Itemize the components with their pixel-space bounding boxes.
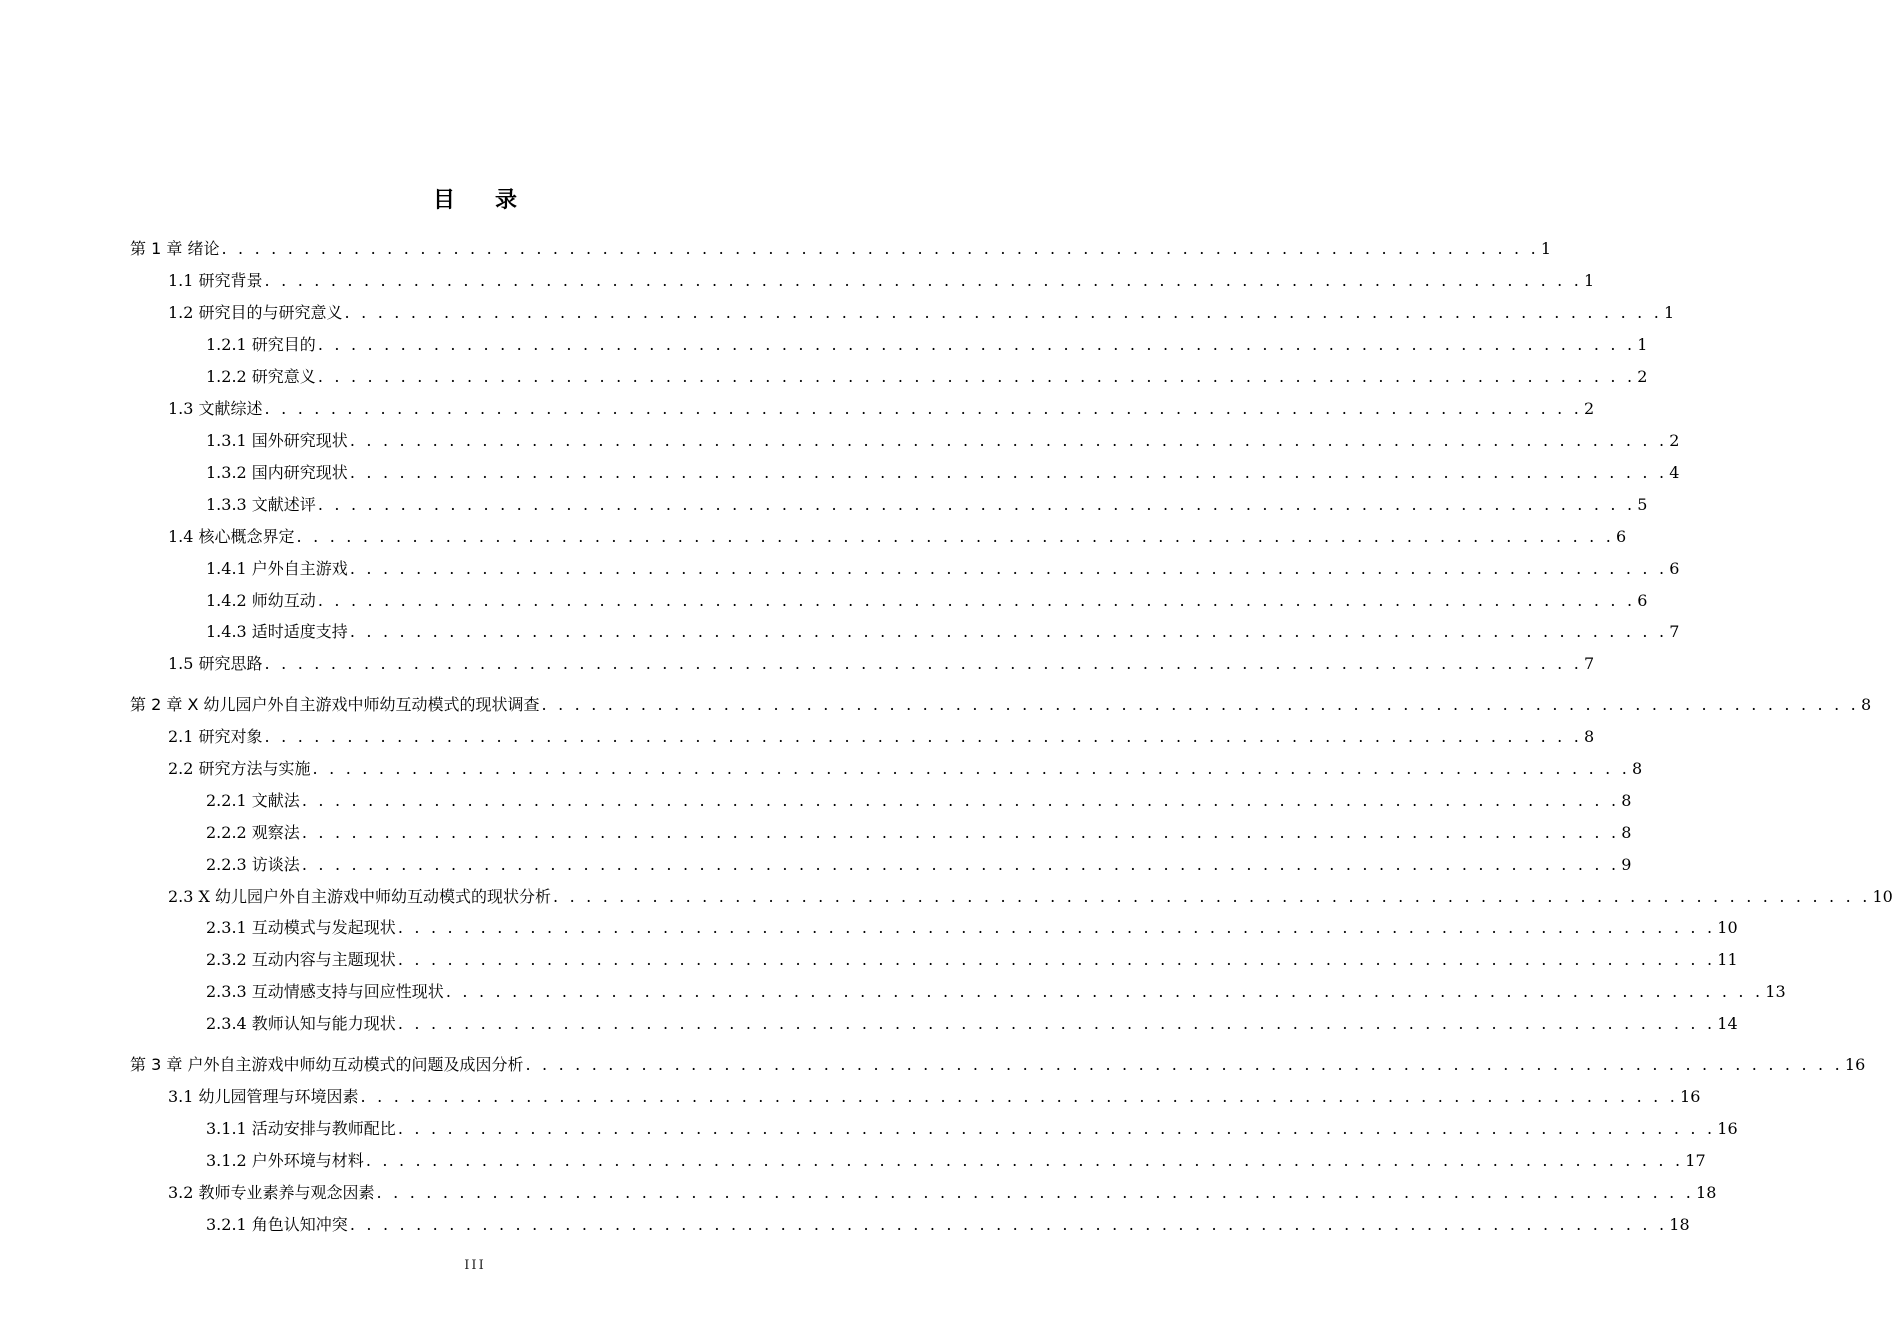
- toc-entry-title: 3.1.2 户外环境与材料: [206, 1150, 364, 1170]
- toc-entry[interactable]: [206, 333, 1648, 357]
- toc-entry[interactable]: [206, 461, 1680, 485]
- toc-entry[interactable]: [206, 589, 1648, 613]
- toc-entry[interactable]: [130, 693, 1872, 717]
- dot-leader: . . . . . . . . . . . . . . . . . . . . . . . . . . . . . . . . . . . . . . . . . . . . . . . . . . . . . . . . . . . . . . . . . . . . . . . . . . . . . . . .: [541, 694, 1859, 714]
- dot-leader: . . . . . . . . . . . . . . . . . . . . . . . . . . . . . . . . . . . . . . . . . . . . . . . . . . . . . . . . . . . . . . . . . . . . . . . . . . . . . . . .: [349, 462, 1668, 482]
- toc-entry-title: 1.3.3 文献述评: [206, 494, 316, 514]
- toc-entry-title: 3.1 幼儿园管理与环境因素: [168, 1086, 359, 1106]
- toc-entry-page: 18: [1696, 1182, 1717, 1202]
- toc-entry-title: 1.5 研究思路: [168, 654, 263, 674]
- dot-leader: . . . . . . . . . . . . . . . . . . . . . . . . . . . . . . . . . . . . . . . . . . . . . . . . . . . . . . . . . . . . . . . . . . . . . . . . . . . . . . . .: [317, 334, 1636, 354]
- toc-entry[interactable]: [206, 980, 1786, 1004]
- dot-leader: . . . . . . . . . . . . . . . . . . . . . . . . . . . . . . . . . . . . . . . . . . . . . . . . . . . . . . . . . . . . . . . . . . . . . . . . . . . . . . . .: [397, 918, 1716, 938]
- toc-entry-title: 第 3 章 户外自主游戏中师幼互动模式的问题及成因分析: [130, 1054, 524, 1074]
- toc-entry-page: 16: [1844, 1054, 1866, 1074]
- toc-entry-title: 1.2.1 研究目的: [206, 334, 316, 354]
- dot-leader: . . . . . . . . . . . . . . . . . . . . . . . . . . . . . . . . . . . . . . . . . . . . . . . . . . . . . . . . . . . . . . . . . . . . . . . . . . . . . . . .: [349, 622, 1668, 642]
- toc-entry[interactable]: [206, 1213, 1690, 1237]
- toc-entry-page: 9: [1621, 854, 1632, 874]
- dot-leader: . . . . . . . . . . . . . . . . . . . . . . . . . . . . . . . . . . . . . . . . . . . . . . . . . . . . . . . . . . . . . . . . . . . . . . . . . . . . . . . .: [301, 790, 1620, 810]
- toc-entry-title: 2.3.1 互动模式与发起现状: [206, 918, 396, 938]
- toc-entry-title: 2.3.3 互动情感支持与回应性现状: [206, 982, 444, 1002]
- toc-entry-title: 3.1.1 活动安排与教师配比: [206, 1118, 396, 1138]
- toc-entry-page: 1: [1584, 270, 1595, 290]
- dot-leader: . . . . . . . . . . . . . . . . . . . . . . . . . . . . . . . . . . . . . . . . . . . . . . . . . . . . . . . . . . . . . . . . . . . . . . . . . . . . . . . .: [360, 1086, 1679, 1106]
- dot-leader: . . . . . . . . . . . . . . . . . . . . . . . . . . . . . . . . . . . . . . . . . . . . . . . . . . . . . . . . . . . . . . . . . . . . . . . . . . . . . . . .: [397, 950, 1716, 970]
- dot-leader: . . . . . . . . . . . . . . . . . . . . . . . . . . . . . . . . . . . . . . . . . . . . . . . . . . . . . . . . . . . . . . . . . . . . . . . . . . . . . . . .: [264, 398, 1583, 418]
- toc-entry[interactable]: [168, 1181, 1717, 1205]
- toc-entry[interactable]: [206, 557, 1680, 581]
- toc-entry-page: 10: [1872, 886, 1893, 906]
- toc-entry[interactable]: [168, 301, 1675, 325]
- toc-entry-title: 2.1 研究对象: [168, 726, 263, 746]
- dot-leader: . . . . . . . . . . . . . . . . . . . . . . . . . . . . . . . . . . . . . . . . . . . . . . . . . . . . . . . . . . . . . . . . . . . . . . . . . . . . . . . .: [376, 1182, 1695, 1202]
- dot-leader: . . . . . . . . . . . . . . . . . . . . . . . . . . . . . . . . . . . . . . . . . . . . . . . . . . . . . . . . . . . . . . . . . . . . . . . . . . . . . . . .: [221, 239, 1539, 258]
- toc-entry-page: 1: [1637, 334, 1648, 354]
- toc-entry-page: 4: [1669, 462, 1680, 482]
- toc-entry[interactable]: [168, 757, 1643, 781]
- toc-entry[interactable]: [206, 1012, 1738, 1036]
- toc-entry[interactable]: [168, 525, 1627, 549]
- toc-entry-page: 16: [1680, 1086, 1701, 1106]
- dot-leader: . . . . . . . . . . . . . . . . . . . . . . . . . . . . . . . . . . . . . . . . . . . . . . . . . . . . . . . . . . . . . . . . . . . . . . . . . . . . . . . .: [317, 366, 1636, 386]
- toc-entry-title: 1.4.2 师幼互动: [206, 590, 316, 610]
- toc-entry-title: 1.3 文献综述: [168, 398, 263, 418]
- dot-leader: . . . . . . . . . . . . . . . . . . . . . . . . . . . . . . . . . . . . . . . . . . . . . . . . . . . . . . . . . . . . . . . . . . . . . . . . . . . . . . . .: [344, 302, 1663, 322]
- toc-entry-title: 1.4.1 户外自主游戏: [206, 558, 348, 578]
- toc-entry-title: 2.2.2 观察法: [206, 822, 300, 842]
- dot-leader: . . . . . . . . . . . . . . . . . . . . . . . . . . . . . . . . . . . . . . . . . . . . . . . . . . . . . . . . . . . . . . . . . . . . . . . . . . . . . . . .: [525, 1054, 1843, 1074]
- dot-leader: . . . . . . . . . . . . . . . . . . . . . . . . . . . . . . . . . . . . . . . . . . . . . . . . . . . . . . . . . . . . . . . . . . . . . . . . . . . . . . . .: [349, 430, 1668, 450]
- toc-entry-page: 6: [1669, 558, 1680, 578]
- toc-entry[interactable]: [206, 1149, 1706, 1173]
- toc-entry-page: 17: [1685, 1150, 1706, 1170]
- toc-entry-page: 8: [1584, 726, 1595, 746]
- toc-entry[interactable]: [130, 237, 1552, 261]
- toc-entry-page: 7: [1584, 654, 1595, 674]
- toc-entry-title: 第 1 章 绪论: [130, 239, 220, 258]
- dot-leader: . . . . . . . . . . . . . . . . . . . . . . . . . . . . . . . . . . . . . . . . . . . . . . . . . . . . . . . . . . . . . . . . . . . . . . . . . . . . . . . .: [397, 1118, 1716, 1138]
- dot-leader: . . . . . . . . . . . . . . . . . . . . . . . . . . . . . . . . . . . . . . . . . . . . . . . . . . . . . . . . . . . . . . . . . . . . . . . . . . . . . . . .: [397, 1014, 1716, 1034]
- toc-entry-page: 2: [1584, 398, 1595, 418]
- dot-leader: . . . . . . . . . . . . . . . . . . . . . . . . . . . . . . . . . . . . . . . . . . . . . . . . . . . . . . . . . . . . . . . . . . . . . . . . . . . . . . . .: [317, 590, 1636, 610]
- toc-entry-page: 11: [1717, 950, 1738, 970]
- toc-entry-page: 1: [1540, 239, 1552, 258]
- toc-entry-page: 8: [1860, 694, 1872, 714]
- toc-entry-page: 10: [1717, 918, 1738, 938]
- dot-leader: . . . . . . . . . . . . . . . . . . . . . . . . . . . . . . . . . . . . . . . . . . . . . . . . . . . . . . . . . . . . . . . . . . . . . . . . . . . . . . . .: [349, 1214, 1668, 1234]
- toc-entry-page: 2: [1669, 430, 1680, 450]
- toc-entry-page: 16: [1717, 1118, 1738, 1138]
- dot-leader: . . . . . . . . . . . . . . . . . . . . . . . . . . . . . . . . . . . . . . . . . . . . . . . . . . . . . . . . . . . . . . . . . . . . . . . . . . . . . . . .: [301, 854, 1620, 874]
- dot-leader: . . . . . . . . . . . . . . . . . . . . . . . . . . . . . . . . . . . . . . . . . . . . . . . . . . . . . . . . . . . . . . . . . . . . . . . . . . . . . . . .: [301, 822, 1620, 842]
- dot-leader: . . . . . . . . . . . . . . . . . . . . . . . . . . . . . . . . . . . . . . . . . . . . . . . . . . . . . . . . . . . . . . . . . . . . . . . . . . . . . . . .: [445, 982, 1764, 1002]
- toc-entry-page: 7: [1669, 622, 1680, 642]
- dot-leader: . . . . . . . . . . . . . . . . . . . . . . . . . . . . . . . . . . . . . . . . . . . . . . . . . . . . . . . . . . . . . . . . . . . . . . . . . . . . . . . .: [317, 494, 1636, 514]
- toc-entry[interactable]: [206, 948, 1738, 972]
- toc-entry-title: 3.2 教师专业素养与观念因素: [168, 1182, 375, 1202]
- dot-leader: . . . . . . . . . . . . . . . . . . . . . . . . . . . . . . . . . . . . . . . . . . . . . . . . . . . . . . . . . . . . . . . . . . . . . . . . . . . . . . . .: [312, 758, 1631, 778]
- toc-entry-title: 1.1 研究背景: [168, 270, 263, 290]
- page-title: 目录: [432, 187, 557, 213]
- toc-entry-title: 1.3.2 国内研究现状: [206, 462, 348, 482]
- toc-entry[interactable]: [206, 916, 1738, 940]
- toc-entry-page: 13: [1765, 982, 1786, 1002]
- toc-entry-title: 1.2 研究目的与研究意义: [168, 302, 343, 322]
- toc-entry[interactable]: [206, 821, 1632, 845]
- toc-entry[interactable]: [168, 725, 1595, 749]
- toc-entry[interactable]: [130, 1053, 1866, 1077]
- toc-entry[interactable]: [206, 789, 1632, 813]
- toc-entry-title: 3.2.1 角色认知冲突: [206, 1214, 348, 1234]
- dot-leader: . . . . . . . . . . . . . . . . . . . . . . . . . . . . . . . . . . . . . . . . . . . . . . . . . . . . . . . . . . . . . . . . . . . . . . . . . . . . . . . .: [349, 558, 1668, 578]
- toc-entry-title: 1.2.2 研究意义: [206, 366, 316, 386]
- toc-entry[interactable]: [168, 269, 1595, 293]
- toc-entry-page: 2: [1637, 366, 1648, 386]
- toc-entry-page: 1: [1664, 302, 1675, 322]
- toc-entry-title: 1.3.1 国外研究现状: [206, 430, 348, 450]
- toc-entry[interactable]: [206, 620, 1680, 644]
- toc-entry[interactable]: [206, 365, 1648, 389]
- dot-leader: . . . . . . . . . . . . . . . . . . . . . . . . . . . . . . . . . . . . . . . . . . . . . . . . . . . . . . . . . . . . . . . . . . . . . . . . . . . . . . . .: [264, 654, 1583, 674]
- toc-entry-title: 2.3 X 幼儿园户外自主游戏中师幼互动模式的现状分析: [168, 886, 552, 906]
- toc-entry-title: 第 2 章 X 幼儿园户外自主游戏中师幼互动模式的现状调查: [130, 694, 540, 714]
- toc-entry[interactable]: [206, 853, 1632, 877]
- toc-entry[interactable]: [206, 1117, 1738, 1141]
- dot-leader: . . . . . . . . . . . . . . . . . . . . . . . . . . . . . . . . . . . . . . . . . . . . . . . . . . . . . . . . . . . . . . . . . . . . . . . . . . . . . . . .: [296, 526, 1615, 546]
- toc-entry[interactable]: [168, 1085, 1701, 1109]
- toc-entry[interactable]: [168, 652, 1595, 676]
- toc-entry-page: 6: [1637, 590, 1648, 610]
- toc-entry-page: 18: [1669, 1214, 1690, 1234]
- toc-entry-page: 8: [1632, 758, 1643, 778]
- dot-leader: . . . . . . . . . . . . . . . . . . . . . . . . . . . . . . . . . . . . . . . . . . . . . . . . . . . . . . . . . . . . . . . . . . . . . . . . . . . . . . . .: [264, 726, 1583, 746]
- dot-leader: . . . . . . . . . . . . . . . . . . . . . . . . . . . . . . . . . . . . . . . . . . . . . . . . . . . . . . . . . . . . . . . . . . . . . . . . . . . . . . . .: [365, 1150, 1684, 1170]
- dot-leader: . . . . . . . . . . . . . . . . . . . . . . . . . . . . . . . . . . . . . . . . . . . . . . . . . . . . . . . . . . . . . . . . . . . . . . . . . . . . . . . .: [264, 270, 1583, 290]
- toc-entry-title: 2.3.4 教师认知与能力现状: [206, 1014, 396, 1034]
- toc-entry-title: 1.4 核心概念界定: [168, 526, 295, 546]
- toc-entry-title: 2.2.3 访谈法: [206, 854, 300, 874]
- toc-entry[interactable]: [168, 885, 1893, 909]
- toc-entry-title: 2.3.2 互动内容与主题现状: [206, 950, 396, 970]
- toc-entry[interactable]: [206, 493, 1648, 517]
- dot-leader: . . . . . . . . . . . . . . . . . . . . . . . . . . . . . . . . . . . . . . . . . . . . . . . . . . . . . . . . . . . . . . . . . . . . . . . . . . . . . . . .: [553, 886, 1871, 906]
- page-number-footer: III: [464, 1258, 486, 1273]
- toc-entry-title: 2.2.1 文献法: [206, 790, 300, 810]
- toc-entry-page: 5: [1637, 494, 1648, 514]
- toc-entry-page: 6: [1616, 526, 1627, 546]
- toc-entry[interactable]: [206, 429, 1680, 453]
- toc-entry[interactable]: [168, 397, 1595, 421]
- toc-entry-page: 14: [1717, 1014, 1738, 1034]
- toc-entry-page: 8: [1621, 822, 1632, 842]
- toc-entry-title: 2.2 研究方法与实施: [168, 758, 311, 778]
- toc-entry-title: 1.4.3 适时适度支持: [206, 622, 348, 642]
- toc-entry-page: 8: [1621, 790, 1632, 810]
